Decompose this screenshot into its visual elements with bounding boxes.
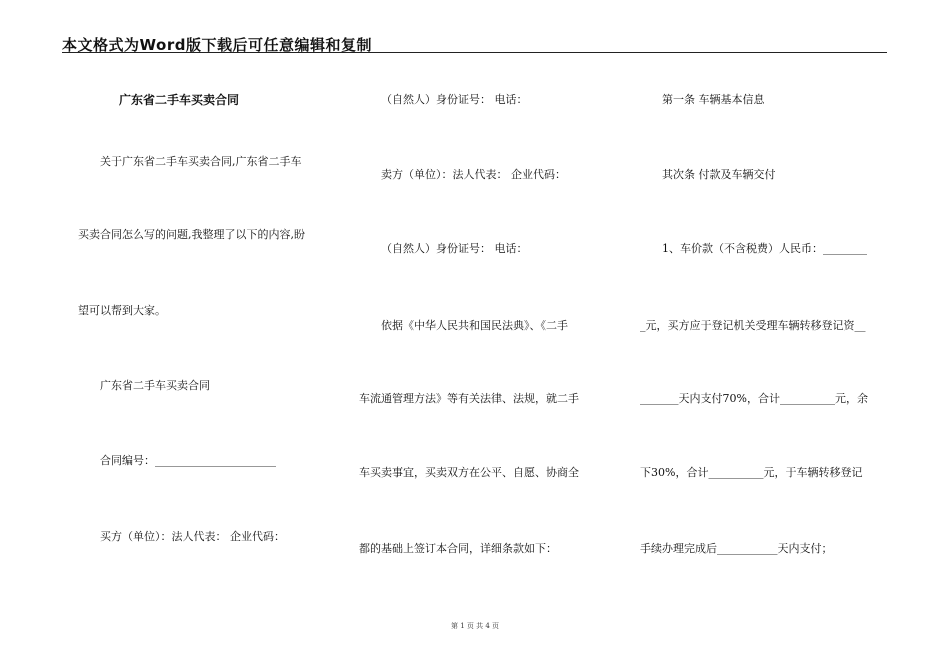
page-number: 第 1 页 共 4 页 <box>450 622 500 630</box>
col3-line: 第一条 车辆基本信息 <box>662 93 765 106</box>
col3-line: _______天内支付70%，合计__________元，余 <box>640 392 868 405</box>
document-title: 广东省二手车买卖合同 <box>119 93 240 107</box>
col2-line: 都的基础上签订本合同，详细条款如下： <box>359 542 557 555</box>
col2-line: （自然人）身份证号： 电话： <box>381 242 528 255</box>
col3-line: 下30%，合计__________元，于车辆转移登记 <box>640 466 863 479</box>
col1-line: 买卖合同怎么写的问题,我整理了以下的内容,盼 <box>78 228 305 241</box>
top-banner: 本文格式为Word版下载后可任意编辑和复制 <box>62 36 372 54</box>
col1-line: 买方（单位）：法人代表： 企业代码： <box>100 530 285 543</box>
col2-line: 卖方（单位）：法人代表： 企业代码： <box>381 168 566 181</box>
col2-line: 依据《中华人民共和国民法典》、《二手 <box>381 319 568 332</box>
col3-line: 手续办理完成后___________天内支付； <box>640 542 833 555</box>
col1-line: 望可以帮到大家。 <box>78 304 166 317</box>
col2-line: （自然人）身份证号： 电话： <box>381 93 528 106</box>
col1-line: 关于广东省二手车买卖合同,广东省二手车 <box>100 155 302 168</box>
col3-line: 1、车价款（不含税费）人民币：________ <box>662 242 867 255</box>
col2-line: 车流通管理方法》等有关法律、法规，就二手 <box>359 392 579 405</box>
col2-line: 车买卖事宜，买卖双方在公平、自愿、协商全 <box>359 466 579 479</box>
col3-line: 其次条 付款及车辆交付 <box>662 168 776 181</box>
col1-line: 广东省二手车买卖合同 <box>100 379 210 392</box>
banner-rule <box>62 52 887 53</box>
contract-number-field: 合同编号：______________________ <box>100 454 276 467</box>
col3-line: _元，买方应于登记机关受理车辆转移登记资__ <box>640 319 866 332</box>
